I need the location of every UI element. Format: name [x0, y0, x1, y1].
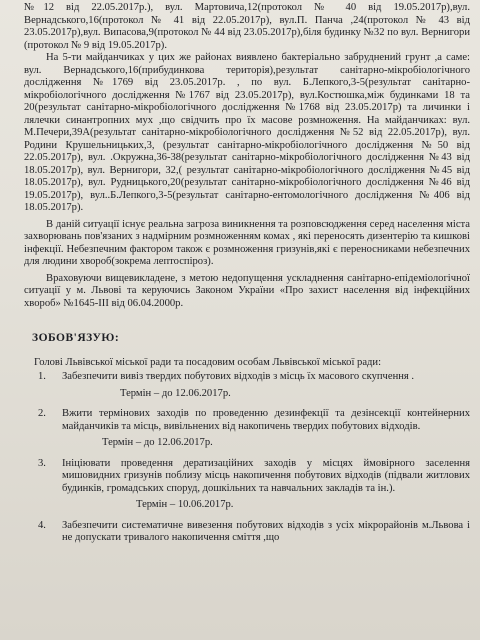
item-text: Забезпечити вивіз твердих побутових відходів з місць їх масового скупчення .: [62, 371, 415, 382]
item-text: Вжити термінових заходів по проведенню дезинфекції та дезінсекції контейнерних майданчиків та місць, вивільнених від накопичень твердих побутових відходів.: [62, 408, 470, 432]
item-3-term: Термін – 10.06.2017р.: [136, 499, 234, 510]
paragraph-protocol-list: №12 від 22.05.2017р.), вул. Мартовича,12(протокол № 40 від 19.05.2017р),вул. Вернадського,16(протокол № 41 від 22.05.2017р), вул.П. Панча ,24(протокол № 43 від 23.05.2017р),вул. Випасова,9(протокол № 44 від 23.05.2017р),біля будинку №32 по вул. Вернигори (протокол № 9 від 19.05.2017р).: [24, 2, 470, 51]
item-text: Забезпечити систематичне вивезення побутових відходів з усіх мікрорайонів м.Львова і не допускати тривалого накопичення сміття ,що: [62, 519, 470, 543]
paragraph-contaminated-soil: На 5-ти майданчиках у цих же районах виявлено бактеріально забруднений грунт ,а саме: вул. Вернадського,16(прибудинкова територія),результат санітарно-мікробіологічного дослідження №1769 від 23.05.2017р. , по вул. Б.Лепкого,3-5(результат санітарно-мікробіологічного дослідження №1767 від 23.05.2017р), вул.Костюшка,між будинками 18 та 20(результат санітарно-мікробіологічного дослідження №1768 від 23.05.2017р) та личинки і лялечки синантропних мух ,що свідчить про їх масове розмноження. На майданчиках: вул. М.Печери,39А(результат санітарно-мікробіологічного дослідження №52 від 22.05.2017р), вул. Родини Крушельницьких,3, (результат санітарно-мікробіологічного дослідження №50 від 22.05.2017р), вул. .Окружна,36-38(результат санітарно-мікробіологічного дослідження №43 від 18.05.2017р), вул. Вернигори, 32,( результат санітарно-мікробіологічного дослідження №45 від 18.05.2017р), вул. Рудницького,20(результат санітарно-мікробіологічного дослідження №46 від 19.05.2017р), вул..Б.Лепкого,3-5(результат санітарно-ентомологічного дослідження №406 від 18.05.2017р).: [24, 52, 470, 213]
item-text: Ініціювати проведення дератизаційних заходів у місцях ймовірного заселення мишовидних гризунів поблизу місць накопичення побутових відходів (підвали житлових будинків, громадських споруд, дошкільних та навчальних закладів та ін.).: [62, 457, 470, 494]
item-2-term: Термін – до 12.06.2017р.: [102, 437, 213, 448]
document-body: [24, 2, 470, 545]
paragraph-legal-basis: Враховуючи вищевикладене, з метою недопущення ускладнення санітарно-епідеміологічної ситуації у м. Львові та керуючись Законом України «Про захист населення від інфекційних хвороб» №1645-ІІІ від 06.04.2000р.: [24, 272, 470, 309]
item-number: 1.: [38, 371, 46, 382]
order-item-4: [24, 520, 470, 545]
addressee: Голові Львівської міської ради та посадовим особам Львівської міської ради:: [34, 356, 382, 368]
paragraph-threat: В даній ситуації існує реальна загроза виникнення та розповсюдження серед населення міста захворювань пов'язаних з надмірним розмноженням комах , які переносять дизентерію та кишкові інфекції. Небезпечним фактором також є розмноження гризунів,які є переносниками небезпечних для людини хвороб(зокрема лептоспіроз).: [24, 218, 470, 267]
order-item-1: [24, 371, 470, 384]
item-number: 2.: [38, 408, 46, 419]
order-item-3: [24, 458, 470, 496]
item-number: 4.: [38, 519, 46, 531]
item-1-term: Термін – до 12.06.2017р.: [120, 387, 231, 399]
order-heading: ЗОБОВ'ЯЗУЮ:: [32, 332, 120, 344]
order-item-2: [24, 408, 470, 433]
item-number: 3.: [38, 457, 46, 469]
